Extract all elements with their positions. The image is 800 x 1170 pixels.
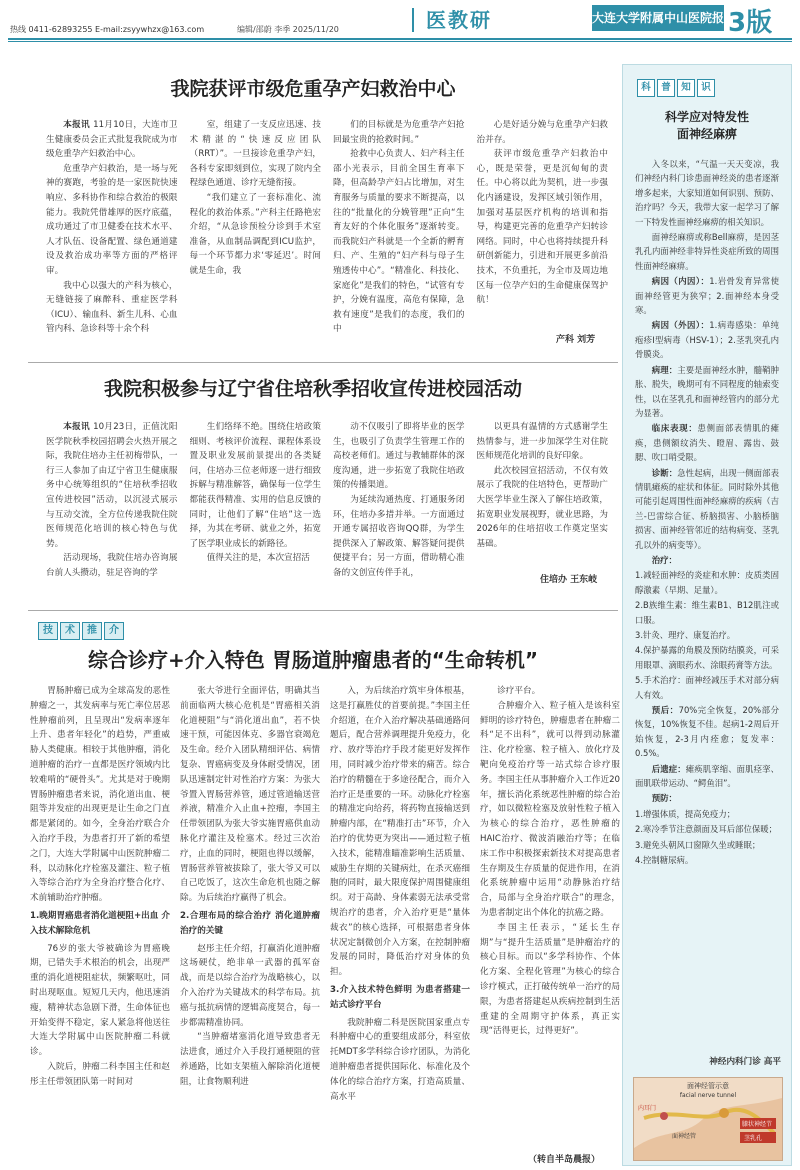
paragraph	[480, 699, 620, 921]
paragraph	[46, 420, 178, 551]
sidebar-paragraph	[635, 466, 779, 552]
sidebar-text: 患侧面部表情肌的瘫痪，患侧额纹消失、瞪眉、露齿、鼓腮、吹口哨受限。	[635, 423, 779, 463]
article3-body	[30, 684, 620, 1164]
sidebar-label: 后遗症：	[651, 763, 686, 774]
text-column	[330, 684, 470, 1164]
tag-char: 技	[38, 622, 58, 640]
paragraph	[477, 118, 609, 147]
sidebar-paragraph	[635, 274, 779, 317]
lead-tag: 本报讯	[63, 120, 94, 130]
paragraph	[480, 921, 620, 1039]
sidebar-text: 入冬以来，“气温一天天变凉，我们神经内科门诊患面神经炎的患者逐渐增多起来，大家知道如何识别、预防、治疗吗？今天，我带大家一起学习了解一下特发性面神经麻痹的相关知识。	[635, 159, 779, 227]
text-column	[190, 118, 322, 380]
paragraph	[477, 464, 609, 552]
paragraph	[30, 942, 170, 1060]
tech-tag	[38, 622, 124, 638]
sidebar-title-line: 科学应对特发性	[664, 110, 749, 124]
sidebar-paragraph	[635, 363, 779, 421]
ganglion-mark	[719, 1108, 729, 1118]
page-number: 3版	[728, 8, 773, 38]
header-rule-thin	[8, 41, 792, 42]
science-tag	[637, 79, 715, 97]
sidebar-label: 治疗：	[651, 554, 677, 565]
diagram-label: 膝状神经节	[742, 1121, 773, 1128]
tag-char: 推	[82, 622, 102, 640]
sidebar-text: 1.病毒感染：单纯疱疹I型病毒（HSV-1）；2.茎乳突孔内骨膜炎。	[635, 320, 779, 360]
sidebar-text: 4.保护暴露的角膜及预防结膜炎，可采用眼罩、滴眼药水、涂眼药膏等方法。	[635, 645, 779, 670]
sidebar-paragraph	[635, 553, 779, 567]
sidebar-label: 预防：	[651, 793, 677, 804]
sidebar-paragraph	[635, 421, 779, 464]
sidebar-byline: 神经内科门诊 高平	[709, 1057, 781, 1067]
paragraph-text: 们的目标就是为危重孕产妇抢回最宝贵的抢救时间。”	[333, 120, 465, 145]
sidebar-text: 急性起病，出现一侧面部表情肌瘫痪的症状和体征。同时除外其他可能引起周围性面神经麻痹的疾病（吉兰-巴雷综合征、桥脑损害、小脑桥脑损害、面神经管邻近的结构病变、茎乳孔以外的病变等）。	[635, 467, 780, 550]
sidebar-paragraph	[635, 853, 779, 867]
sidebar-label: 病理：	[651, 364, 678, 375]
article3-title: 综合诊疗+介入特色 胃肠道肿瘤患者的“生命转机”	[87, 648, 538, 672]
sidebar-paragraph	[635, 762, 779, 791]
article1-byline: 产科 刘芳	[556, 335, 596, 345]
sidebar-science-box	[622, 64, 792, 1166]
section-title: 医教研	[426, 8, 492, 32]
main-content	[8, 44, 618, 1170]
text-column	[333, 420, 465, 598]
facial-nerve-diagram	[633, 1077, 783, 1161]
article2-byline: 住培办 王东岐	[540, 575, 598, 585]
sidebar-label: 预后：	[651, 705, 679, 716]
paragraph-text: 抢救中心负责人、妇产科主任邵小光表示，目前全国生育率下降，但高龄孕产妇占比增加，对生育服务与质量的要求不断提高，以往的“批量化的分娩管理”正向“生育友好的个体化服务”逐渐转变。而我院妇产科就是一个全新的孵育归、产、生殖的“妇产科与母子生殖透传中心”。“精准化、科技化、家庭化”是我们的特色，“试管有专护，分娩有温度，高危有保障，急救有速度”是我们的态度，我们的中	[333, 149, 465, 335]
paragraph	[190, 551, 322, 566]
paragraph	[180, 684, 320, 906]
paper-name: 大连大学附属中山医院报	[592, 5, 724, 31]
sidebar-text: 3.避免头朝风口窗隙久坐或睡眠；	[635, 839, 761, 850]
sidebar-text: 1.增强体质，提高免疫力；	[635, 808, 736, 819]
diagram-subtitle: facial nerve tunnel	[679, 1092, 737, 1099]
sidebar-text: 5.手术治疗：面神经减压手术对部分病人有效。	[635, 675, 779, 700]
sidebar-paragraph	[635, 807, 779, 821]
sidebar-title-line: 面神经麻痹	[676, 127, 737, 141]
divider	[28, 362, 618, 363]
paragraph-text: 生们络绎不绝。围绕住培政策细则、考核评价流程、课程体系设置及职业发展前景提出的各类疑问，住培办三位老师逐一进行细致拆解与精准解答，确保每一位学生都能获得精准、实用的信息反馈的同时，让他们了解“住培”这一选择，为其在考研、就业之外，拓宽了医学职业成长的新路径。	[189, 422, 321, 549]
paragraph-text: 胃肠肿瘤已成为全球高发的恶性肿瘤之一，其发病率与死亡率位居恶性肿瘤前列，且呈现出“发病率逐年上升、患者年轻化”的趋势，严重威胁人类健康。相较于其他肿瘤，消化道肿瘤的治疗一直都是医疗领域内比较难啃的“硬骨头”。尤其是对于晚期胃肠肿瘤患者来说，消化道出血、梗阻等并发症的出现更是让生命之门直都是紧闭的。如今，全身治疗联合介入治疗手段，为患者打开了新的希望之门，大连大学附属中山医院肿瘤二科，以动脉化疗栓塞及灌注、粒子植入等综合治疗为全身治疗整合化疗、术前辅助治疗肿瘤。	[30, 686, 170, 904]
ear-canal-mark	[660, 1112, 668, 1120]
paragraph	[477, 420, 609, 464]
article3-byline: （转自半岛晨报）	[528, 1155, 601, 1165]
paragraph-text: 张大爷进行全面评估，明确其当前面临两大核心危机是“胃癌相关消化道梗阻”与“消化道出血”，若不快速干预，可能因体克、多器官衰竭危及生命。经介入团队精细评估、病情复杂、胃癌病变及身体耐受情况，团队迅速制定针对性治疗方案：为张大爷置入胃肠营养管，通过管道输送营养液，精准介入止血+控瘤，李国主任带领团队为张大爷实施胃癌供血动脉化疗灌注及栓塞术。经过三次治疗，止血的同时，梗阻也得以缓解，胃肠营养管被拔除了，张大爷又可以自己吃饭了，这次生命危机也随之解除。为后续治疗赢得了机会。	[180, 686, 320, 904]
paragraph-text: 入院后，肿瘤二科李国主任和赵彤主任带领团队第一时间对	[30, 1061, 170, 1087]
paragraph-text: 心是好适分娩与危重孕产妇救治并存。	[476, 120, 608, 145]
sidebar-label: 病因（外因）：	[651, 320, 710, 331]
paragraph	[333, 118, 465, 147]
paragraph	[333, 420, 465, 493]
paragraph	[330, 1016, 470, 1105]
paragraph-text: 入，为后续治疗筑牢身体根基，这是打赢胜仗的首要前提。”李国主任介绍道，在介入治疗解决基础通路问题后，配合营养调理提升免疫力，化疗、放疗等治疗手段才能更好发挥作用，同时减少治疗带来的痛苦。综合治疗的精髓在于多途径配合，而介入治疗正是重要的一环。动脉化疗栓塞的精准定向给药，将药物直接输送到肿瘤内部，在“精准打击”环节，介入治疗的优势更为突出——通过粒子植入技术，能精准瞄准影响生活质量、威胁生存期的关键病灶，在杀灭癌细胞的同时，最大限度保护周围健康组织。对于高龄、身体素弱无法承受常规治疗的患者，介入治疗更是“量体裁衣”的核心选择，可根据患者身体状况定制微创介入方案，在控制肿瘤发展的同时，降低治疗对身体的负担。	[330, 686, 470, 978]
paragraph-text: 获评市级危重孕产妇救治中心，既是荣誉，更是沉甸甸的责任。中心将以此为契机，进一步强化内涵建设，发挥区域引领作用，加强对基层医疗机构的培训和指导，构建更完善的危重孕产妇转诊网络。同时，中心也将持续提升科研创新能力，引进和开展更多前沿技术，不负重托，为全市及周边地区每一位孕产妇的生命健康保驾护航！	[476, 149, 608, 306]
article2-body	[46, 420, 608, 598]
text-column	[46, 420, 178, 598]
paragraph-text: 此次校园宣招活动，不仅有效展示了我院的住培特色，更帮助广大医学毕业生深入了解住培政策，拓宽职业发展视野，就业思路，为2026年的住培招收工作奠定坚实基础。	[476, 465, 608, 549]
paragraph-text: 合肿瘤介入、粒子植入是该科室鲜明的诊疗特色，肿瘤患者在肿瘤二科“足不出科”，就可以得到动脉灌注、化疗栓塞、粒子植入、放化疗及靶向免疫治疗等一站式综合诊疗服务。李国主任从事肿瘤介入工作近20年，擅长消化系统恶性肿瘤的综合治疗，如以微粒栓塞及放射性粒子植入为核心的综合治疗，恶性肿瘤的HAIC治疗、微波消融治疗等；在临床工作中积极探索新技术对提高患者生存期及生存质量的促进作用，在消化系统肿瘤中运用“动静脉治疗结合，局部与全身治疗联合”的理念，为患者制定出个体化的抗癌之路。	[480, 700, 620, 918]
paragraph-text: 10月23日，正值沈阳医学院秋季校园招聘会火热开展之际，我院住培办主任初梅带队，一行三人参加了由辽宁省卫生健康服务中心统筹组织的“住培秋季招收宣传进校园”活动，以沉浸式展示与互动交流，全方位传递我院住院医师规范化培训的核心特色与优势。	[46, 422, 178, 549]
paragraph	[190, 191, 322, 279]
sidebar-label: 诊断：	[651, 467, 678, 478]
sidebar-label: 临床表现：	[651, 423, 698, 434]
paragraph-text: 李国主任表示，“延长生存期”与“提升生活质量”是肿瘤治疗的核心目标。而以“多学科协作、个体化方案、全程化管理”为核心的综合诊疗模式，正打破传统单一治疗的局限，为患者搭建起从疾病控制到生活重建的全周期守护体系，真正实现“活得更长，过得更好”。	[480, 922, 620, 1037]
tag-char: 介	[104, 622, 124, 640]
sidebar-paragraph	[635, 822, 779, 836]
tag-char: 识	[697, 79, 715, 97]
sidebar-paragraph	[635, 703, 779, 761]
sidebar-paragraph	[635, 318, 779, 361]
sidebar-label: 病因（内因）：	[651, 276, 710, 287]
lead-tag: 本报讯	[63, 422, 94, 432]
paragraph	[180, 1030, 320, 1089]
sidebar-text: 1.岩骨发育异常使面神经管更为狭窄；2.面神经本身受寒。	[635, 276, 779, 316]
header-divider	[412, 8, 414, 32]
text-column	[30, 684, 170, 1164]
paragraph	[190, 420, 322, 551]
tag-char: 知	[677, 79, 695, 97]
paragraph	[190, 118, 322, 191]
paragraph	[30, 684, 170, 906]
paragraph-text: 赵彤主任介绍，打赢消化道肿瘤这场硬仗，绝非单一武器的孤军奋战，而是以综合治疗为战略核心，以介入治疗为关键战术的科学布局。抗癌与抵抗病情的逻辑高度契合，每一步都需精准协同。	[180, 943, 320, 1028]
diagram-label: 内耳门	[638, 1105, 657, 1112]
paragraph-text: 我中心以强大的产科为核心，无缝链接了麻醉科、重症医学科（ICU）、输血科、新生儿科、心血管内科、急诊科等十余个科	[46, 280, 178, 335]
sidebar-text: 主要是面神经水肿，髓鞘肿胀、脱失，晚期可有不同程度的轴索变性，以在茎乳孔和面神经管内的部分尤为显著。	[635, 364, 780, 418]
subheading: 3.介入技术特色鲜明 为患者搭建一站式诊疗平台	[330, 984, 470, 1010]
sidebar-text: 2.B族维生素：维生素B1、B12肌注或口服。	[635, 600, 779, 625]
paragraph	[46, 118, 178, 162]
paragraph	[46, 279, 178, 337]
text-column	[46, 118, 178, 380]
sidebar-body	[635, 157, 779, 869]
paragraph	[330, 684, 470, 980]
diagram-title: 面神经管示意	[687, 1082, 729, 1090]
paragraph	[333, 147, 465, 337]
divider	[28, 610, 618, 611]
paragraph-text: 诊疗平台。	[497, 686, 541, 696]
paragraph	[333, 493, 465, 581]
diagram-label: 茎乳孔	[744, 1135, 763, 1142]
paragraph-text: 室，组建了一支反应迅速、技术精湛的“快速反应团队（RRT）”。一旦接诊危重孕产妇，各科专家即刻到位，实现了院内全程绿色通道、诊疗无缝衔接。	[189, 120, 321, 189]
sidebar-paragraph	[635, 643, 779, 672]
paragraph	[30, 1060, 170, 1090]
sidebar-paragraph	[635, 673, 779, 702]
sidebar-text: 1.减轻面神经的炎症和水肿：皮质类固醇激素（早期、足量）。	[635, 570, 779, 595]
paragraph-text: 值得关注的是，本次宣招活	[206, 553, 310, 564]
subheading: 1.晚期胃癌患者消化道梗阻+出血 介入技术解除危机	[30, 910, 170, 936]
sidebar-paragraph	[635, 568, 779, 597]
text-column	[190, 420, 322, 598]
sidebar-paragraph	[635, 791, 779, 805]
sidebar-text: 70%完全恢复，20%部分恢复，10%恢复不佳。起病1-2周后开始恢复，2-3月内痊愈；复发率：0.5%。	[635, 705, 780, 759]
paragraph	[477, 147, 609, 308]
tag-char: 术	[60, 622, 80, 640]
editors-date: 编辑/邵蔚 李季 2025/11/20	[237, 25, 339, 34]
paragraph-text: 76岁的张大爷被确诊为胃癌晚期，已错失手术根治的机会，出现严重的消化道梗阻症状，频繁呕吐，同时出现呕血。短短几天内，他迅速消瘦，精神状态急剧下滑，生命体征也开始变得不稳定，家人紧急将他送往大连大学附属中山医院肿瘤二科就诊。	[30, 943, 170, 1058]
paragraph	[480, 684, 620, 699]
article1-body	[46, 118, 608, 380]
page-header	[0, 0, 800, 38]
text-column	[180, 684, 320, 1164]
paragraph-text: 11月10日，大连市卫生健康委员会正式批复我院成为市级危重孕产妇救治中心。	[46, 120, 178, 160]
text-column	[333, 118, 465, 380]
paragraph	[180, 942, 320, 1031]
sidebar-paragraph	[635, 838, 779, 852]
sidebar-title	[631, 109, 783, 143]
text-column	[480, 684, 620, 1164]
paragraph	[46, 551, 178, 580]
tag-char: 科	[637, 79, 655, 97]
paragraph-text: 以更具有温情的方式感谢学生热情参与，进一步加深学生对住院医师规范化培训的良好印象。	[476, 422, 608, 462]
paragraph-text: 危重孕产妇救治，是一场与死神的赛跑，考验的是一家医院快速响应、多科协作和综合救治的极限能力。我院凭借雄厚的医疗底蕴，成功通过了市卫健委在技术水平、人才队伍、设备配置、绿色通道建设及救治成功率等方面的严格评审。	[46, 163, 178, 276]
paragraph-text: 我院肿瘤二科是医院国家重点专科肿瘤中心的重要组成部分，科室依托MDT多学科综合诊疗团队，为消化道肿瘤患者提供国际化、标准化及个体化的综合治疗方案，打造高质量、高水平	[330, 1017, 470, 1102]
hotline-email: 热线 0411-62893255 E-mail:zsyywhzx@163.com	[10, 25, 205, 34]
sidebar-text: 3.针灸、理疗、康复治疗。	[635, 630, 736, 640]
sidebar-paragraph	[635, 598, 779, 627]
sidebar-text: 瘫痪肌挛缩、面肌痉挛、面肌联带运动、“鳄鱼泪”。	[635, 763, 780, 789]
header-rule	[8, 38, 792, 40]
sidebar-text: 面神经麻痹或称Bell麻痹，是因茎乳孔内面神经非特异性炎症所致的周围性面神经麻痹。	[635, 232, 779, 271]
paragraph-text: 活动现场，我院住培办咨询展台前人头攒动，驻足咨询的学	[46, 553, 178, 578]
article2-title: 我院积极参与辽宁省住培秋季招收宣传进校园活动	[103, 378, 522, 400]
sidebar-text: 2.寒冷季节注意颜面及耳后部位保暖；	[635, 824, 777, 835]
paragraph	[46, 162, 178, 279]
sidebar-paragraph	[635, 230, 779, 273]
sidebar-paragraph	[635, 157, 779, 229]
paragraph-text: “当肿瘤堵塞消化道导致患者无法进食，通过介入手段打通梗阻的营养通路，比如支架植入解除消化道梗阻，让食物顺利进	[180, 1032, 320, 1087]
article1-title: 我院获评市级危重孕产妇救治中心	[170, 78, 456, 100]
facial-nerve-illustration	[634, 1078, 782, 1160]
paragraph-text: 动不仅吸引了即将毕业的医学生，也吸引了负责学生管理工作的高校老师们。通过与教辅群体的深度沟通，进一步拓宽了我院住培政策的传播渠道。	[333, 422, 465, 491]
tag-char: 普	[657, 79, 675, 97]
diagram-label: 面神经管	[672, 1133, 697, 1140]
sidebar-text: 4.控制糖尿病。	[635, 855, 694, 866]
paragraph-text: “我们建立了一套标准化、流程化的救治体系。”产科主任路艳宏介绍，“从急诊预检分诊到手术室准备，从血制品调配到ICU监护，每一个环节都力求‘零延迟’。时间就是生命，我	[189, 192, 321, 276]
sidebar-paragraph	[635, 628, 779, 642]
paragraph-text: 为延续沟通热度、打通服务闭环，住培办多措并举。一方面通过开通专属招收咨询QQ群，为学生提供深入了解政策、解答疑问提供便捷平台；另一方面，借助精心准备的文创宣传伴手礼，	[333, 494, 465, 578]
subheading: 2.合理布局的综合治疗 消化道肿瘤治疗的关键	[180, 910, 320, 936]
